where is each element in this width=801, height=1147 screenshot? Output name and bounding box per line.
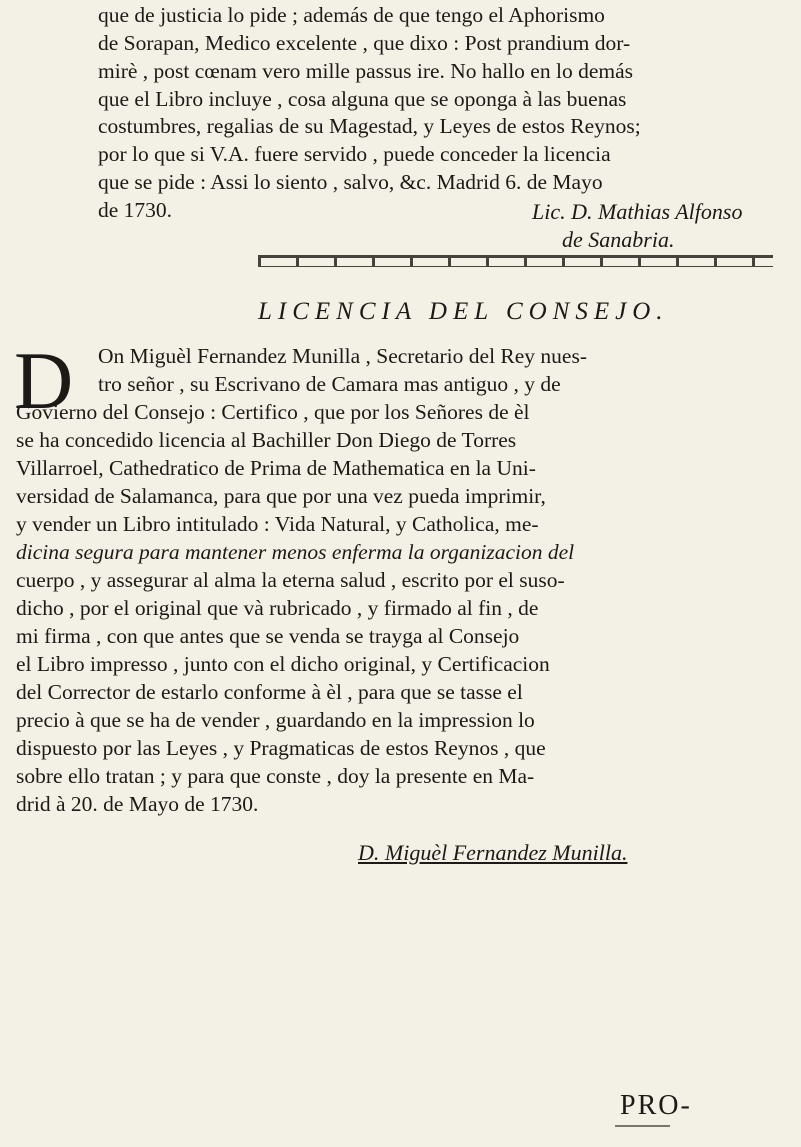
ornamental-rule xyxy=(258,255,773,267)
text-line: dicina segura para mantener menos enferma la organizacion del xyxy=(16,540,575,564)
text-line: por lo que si V.A. fuere servido , puede conceder la licencia xyxy=(98,142,611,166)
text-line: de Sorapan, Medico excelente , que dixo : Post prandium dor- xyxy=(98,31,631,55)
text-line: dispuesto por las Leyes , y Pragmaticas de estos Reynos , que xyxy=(16,736,546,760)
drop-cap: D xyxy=(14,335,74,426)
text-line: costumbres, regalias de su Magestad, y Leyes de estos Reynos; xyxy=(98,114,641,138)
text-line: drid à 20. de Mayo de 1730. xyxy=(16,792,259,816)
text-line: que se pide : Assi lo siento , salvo, &c. Madrid 6. de Mayo xyxy=(98,170,603,194)
text-line: dicho , por el original que và rubricado , y firmado al fin , de xyxy=(16,596,539,620)
text-line: que de justicia lo pide ; además de que tengo el Aphorismo xyxy=(98,3,605,27)
text-line: mirè , post cœnam vero mille passus ire. No hallo en lo demás xyxy=(98,59,633,83)
text-line: sobre ello tratan ; y para que conste , doy la presente en Ma- xyxy=(16,764,535,788)
text-line: y vender un Libro intitulado : Vida Natural, y Catholica, me- xyxy=(16,512,539,536)
text-line: el Libro impresso , junto con el dicho original, y Certificacion xyxy=(16,652,550,676)
text-line: versidad de Salamanca, para que por una vez pueda imprimir, xyxy=(16,484,546,508)
text-line: tro señor , su Escrivano de Camara mas antiguo , y de xyxy=(98,372,561,396)
approval-signature-name: Lic. D. Mathias Alfonso xyxy=(532,199,743,224)
text-line: Govierno del Consejo : Certifico , que por los Señores de èl xyxy=(16,400,530,424)
text-line: precio à que se ha de vender , guardando en la impression lo xyxy=(16,708,535,732)
text-line: del Corrector de estarlo conforme à èl , para que se tasse el xyxy=(16,680,523,704)
text-line: se ha concedido licencia al Bachiller Don Diego de Torres xyxy=(16,428,517,452)
catchword: PRO- xyxy=(620,1090,692,1121)
printer-mark xyxy=(615,1125,670,1127)
text-line: de 1730. xyxy=(98,198,173,222)
text-line: Villarroel, Cathedratico de Prima de Mathematica en la Uni- xyxy=(16,456,536,480)
section-heading: LICENCIA DEL CONSEJO. xyxy=(258,298,669,325)
text-line: mi firma , con que antes que se venda se trayga al Consejo xyxy=(16,624,520,648)
text-line: On Miguèl Fernandez Munilla , Secretario del Rey nues- xyxy=(98,344,587,368)
secretary-signature: D. Miguèl Fernandez Munilla. xyxy=(358,840,628,865)
approval-signature-surname: de Sanabria. xyxy=(562,227,675,252)
text-line: cuerpo , y assegurar al alma la eterna salud , escrito por el suso- xyxy=(16,568,565,592)
text-line: que el Libro incluye , cosa alguna que se oponga à las buenas xyxy=(98,87,627,111)
